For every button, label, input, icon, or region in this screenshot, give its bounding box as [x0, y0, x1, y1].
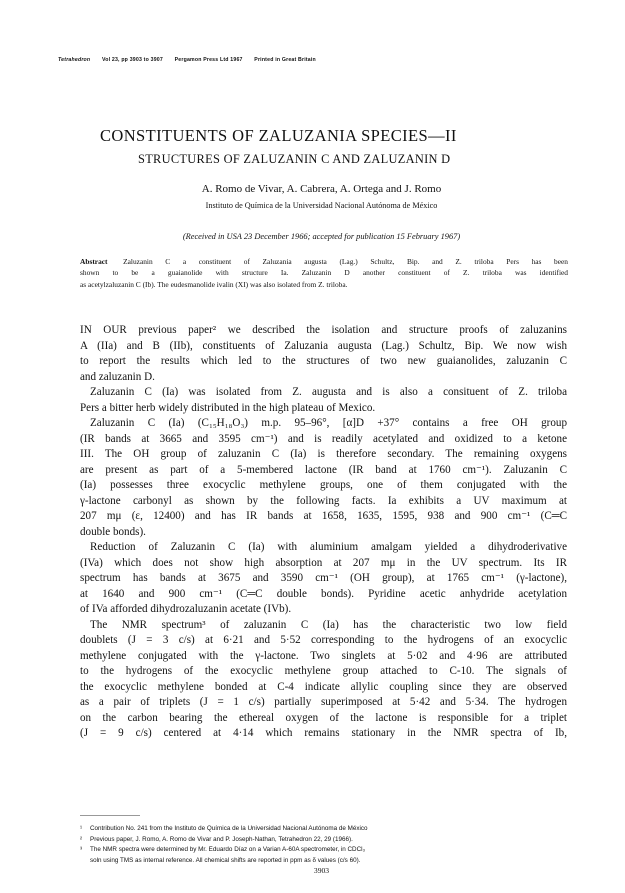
- abstract: [80, 256, 568, 290]
- body-line: double bonds).: [80, 525, 146, 538]
- body-line: the exocyclic methylene bonded at C-4 indicate allylic coupling since they are observed: [80, 680, 567, 693]
- body-line: A (IIa) and B (IIb), constituents of Zaluzania augusta (Lag.) Schultz, Bip. We now wish: [80, 339, 567, 352]
- body-text: [80, 323, 567, 742]
- footnote: [80, 835, 568, 846]
- abstract-line: shown to be a guaianolide with structure Ia. Zaluzanin D another constituent of Z. triloba was identified: [80, 268, 568, 278]
- footnote-divider: [80, 815, 140, 816]
- institution: Instituto de Química de la Universidad Nacional Autónoma de México: [205, 201, 438, 210]
- body-line: of IVa afforded dihydrozaluzanin acetate (IVb).: [80, 603, 292, 615]
- body-line: methylene conjugated with the γ-lactone. Two singlets at 5·02 and 4·96 are attributed: [80, 649, 567, 662]
- body-line: γ-lactone carbonyl as shown by the following facts. Ia exhibits a UV maximum at: [80, 494, 567, 507]
- received-dates: (Received in USA 23 December 1966; accepted for publication 15 February 1967): [182, 232, 461, 241]
- footnote-mark: ¹: [80, 825, 83, 832]
- body-line: (J = 9 c/s) centered at 4·14 which remains stationary in the NMR spectra of Ib,: [80, 727, 567, 739]
- body-line: as a pair of triplets (J = 1 c/s) partially superimposed at 5·42 and 5·34. The hydrogen: [80, 696, 567, 708]
- article-subtitle: STRUCTURES OF ZALUZANIN C AND ZALUZANIN D: [138, 152, 451, 166]
- abstract-label: Abstract: [80, 257, 108, 266]
- footnotes: [80, 824, 568, 866]
- running-head: [58, 57, 578, 63]
- publisher: Pergamon Press Ltd 1967: [174, 57, 243, 63]
- footnote-text: Previous paper, J. Romo, A. Romo de Vivar and P. Joseph-Nathan, Tetrahedron 22, 29 (1966).: [90, 835, 353, 843]
- body-line: on the carbon bearing the ethereal oxygen of the lactone is responsible for a triplet: [80, 711, 567, 724]
- footnote-mark: ²: [80, 835, 83, 843]
- body-line: are present as part of a 5-membered lactone (IR band at 1760 cm⁻¹). Zaluzanin C: [80, 463, 567, 476]
- body-line: Reduction of Zaluzanin C (Ia) with aluminium amalgam yielded a dihydroderivative: [90, 541, 567, 553]
- abstract-line-text: Zaluzanin C a constituent of Zaluzania augusta (Lag.) Schultz, Bip. and Z. triloba Pers has been: [123, 257, 568, 266]
- footnote: [80, 845, 568, 856]
- body-line: and zaluzanin D.: [80, 370, 155, 383]
- footnote-text: The NMR spectra were determined by Mr. Eduardo Díaz on a Varian A-60A spectrometer, in CDCl₃: [90, 846, 366, 854]
- page-number: 3903: [313, 866, 330, 875]
- article-title: CONSTITUENTS OF ZALUZANIA SPECIES—II: [100, 126, 457, 145]
- body-line: (IR bands at 3665 and 3595 cm⁻¹) and is readily acetylated and oxidized to a ketone: [80, 432, 567, 445]
- body-line: at 1640 and 900 cm⁻¹ (C═C double bonds). Pyridine acetic anhydride acetylation: [80, 587, 567, 600]
- body-line: Zaluzanin C (Ia) (C₁₅H₁₈O₃) m.p. 95–96°, [α]D +37° contains a free OH group: [90, 417, 567, 429]
- footnote-text: Contribution No. 241 from the Instituto de Química de la Universidad Nacional Autónoma de México: [90, 825, 368, 832]
- body-line: IN OUR previous paper² we described the isolation and structure proofs of zaluzanins: [80, 324, 567, 336]
- body-line: to the hydrogens of the exocyclic methylene group attached to C-10. The signals of: [80, 665, 567, 677]
- footnote: [80, 824, 568, 835]
- body-line: Pers a bitter herb widely distributed in the high plateau of Mexico.: [80, 401, 376, 414]
- body-line: 207 mμ (ε, 12400) and has IR bands at 1658, 1635, 1595, 938 and 900 cm⁻¹ (C═C: [80, 510, 567, 522]
- body-line: doublets (J = 3 c/s) at 6·21 and 5·52 corresponding to the hydrogens of an exocyclic: [80, 634, 567, 646]
- footnote-continuation: soln using TMS as internal reference. All chemical shifts are reported in ppm as δ values (c/s 60).: [90, 856, 361, 864]
- body-line: III. The OH group of zaluzanin C (Ia) is therefore secondary. The remaining oxygens: [80, 448, 567, 460]
- abstract-line: [80, 256, 568, 267]
- author-list: A. Romo de Vivar, A. Cabrera, A. Ortega and J. Romo: [201, 183, 442, 195]
- body-line: (IVa) which does not show high absorption at 207 mμ in the UV spectrum. Its IR: [80, 556, 567, 569]
- abstract-line: as acetylzaluzanin C (Ib). The eudesmanolide ivalin (XI) was also isolated from Z. triloba.: [80, 279, 348, 289]
- body-line: Zaluzanin C (Ia) was isolated from Z. augusta and is also a consituent of Z. triloba: [90, 386, 567, 398]
- body-line: spectrum has bands at 3675 and 3590 cm⁻¹ (OH group), at 1765 cm⁻¹ (γ-lactone),: [80, 572, 567, 584]
- printed-in: Printed in Great Britain: [254, 57, 316, 63]
- body-line: The NMR spectrum³ of zaluzanin C (Ia) has the characteristic two low field: [90, 618, 567, 631]
- body-line: (Ia) possesses three exocyclic methylene groups, one of them conjugated with the: [80, 479, 567, 491]
- footnote-mark: ³: [80, 846, 83, 854]
- volume-pages: Vol 23, pp 3903 to 3907: [101, 57, 163, 63]
- journal-name: Tetrahedron: [58, 57, 91, 63]
- body-line: to report the results which led to the structures of two new guaianolides, zaluzanin C: [80, 355, 567, 367]
